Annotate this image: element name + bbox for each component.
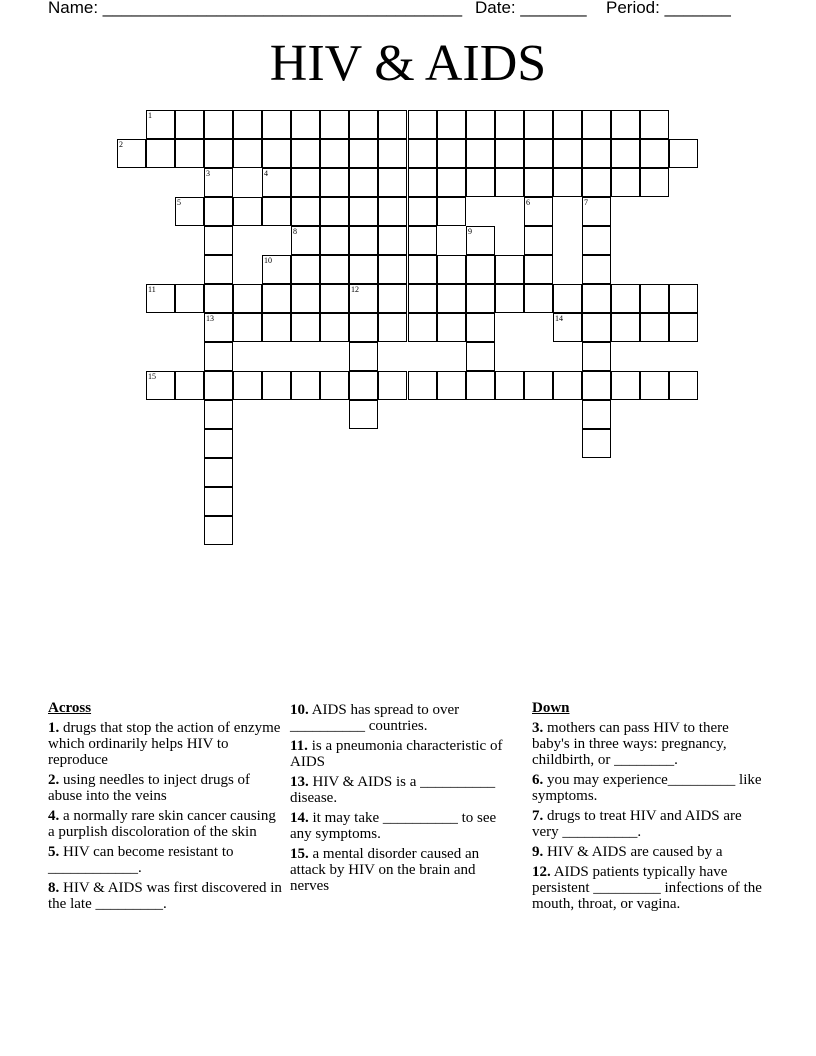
grid-cell[interactable] (175, 139, 204, 168)
grid-cell[interactable] (524, 284, 553, 313)
cell-number: 11 (148, 285, 156, 294)
grid-cell[interactable] (291, 313, 320, 342)
grid-cell[interactable] (204, 516, 233, 545)
grid-cell[interactable] (291, 226, 320, 255)
grid-cell[interactable] (320, 255, 349, 284)
clue-text: drugs to treat HIV and AIDS are very __________. (532, 808, 742, 840)
grid-cell[interactable] (408, 226, 437, 255)
grid-cell[interactable] (640, 139, 669, 168)
grid-cell[interactable] (262, 110, 291, 139)
grid-cell[interactable] (611, 284, 640, 313)
grid-cell[interactable] (146, 284, 175, 313)
grid-cell[interactable] (320, 226, 349, 255)
cell-number: 3 (206, 169, 210, 178)
across-clues-col-2 (290, 702, 512, 898)
grid-cell[interactable] (466, 168, 495, 197)
clue-number: 13. (290, 774, 309, 790)
grid-cell[interactable] (378, 255, 407, 284)
grid-cell[interactable] (466, 342, 495, 371)
cell-number: 4 (264, 169, 268, 178)
grid-cell[interactable] (669, 284, 698, 313)
grid-cell[interactable] (320, 139, 349, 168)
grid-cell[interactable] (378, 284, 407, 313)
clue-down-6 (532, 772, 768, 804)
grid-cell[interactable] (146, 139, 175, 168)
grid-cell[interactable] (611, 168, 640, 197)
grid-cell[interactable] (378, 313, 407, 342)
clue-across-10 (290, 702, 512, 734)
clue-text: a mental disorder caused an attack by HIV on the brain and nerves (290, 846, 480, 894)
grid-cell[interactable] (437, 371, 466, 400)
clue-text: HIV can become resistant to ____________. (48, 844, 234, 876)
grid-cell[interactable] (262, 284, 291, 313)
grid-cell[interactable] (233, 371, 262, 400)
grid-cell[interactable] (640, 371, 669, 400)
grid-cell[interactable] (291, 371, 320, 400)
grid-cell[interactable] (495, 110, 524, 139)
clue-across-4 (48, 808, 284, 840)
grid-cell[interactable] (233, 197, 262, 226)
grid-cell[interactable] (524, 371, 553, 400)
grid-cell[interactable] (262, 168, 291, 197)
grid-cell[interactable] (378, 371, 407, 400)
grid-cell[interactable] (349, 197, 378, 226)
grid-cell[interactable] (291, 168, 320, 197)
grid-cell[interactable] (582, 168, 611, 197)
grid-cell[interactable] (524, 168, 553, 197)
grid-cell[interactable] (669, 139, 698, 168)
grid-cell[interactable] (204, 255, 233, 284)
clue-text: it may take __________ to see any symptoms. (290, 810, 497, 842)
grid-cell[interactable] (291, 255, 320, 284)
clue-number: 14. (290, 810, 309, 826)
grid-cell[interactable] (262, 313, 291, 342)
clue-across-1 (48, 720, 284, 768)
clue-number: 10. (290, 702, 309, 718)
clue-text: mothers can pass HIV to there baby's in three ways: pregnancy, childbirth, or ________. (532, 720, 729, 768)
grid-cell[interactable] (640, 110, 669, 139)
cell-number: 13 (206, 314, 214, 323)
puzzle-title: HIV & AIDS (269, 35, 547, 92)
clue-number: 9. (532, 844, 544, 860)
grid-cell[interactable] (204, 371, 233, 400)
grid-cell[interactable] (204, 110, 233, 139)
grid-cell[interactable] (349, 110, 378, 139)
grid-cell[interactable] (175, 371, 204, 400)
grid-cell[interactable] (349, 168, 378, 197)
grid-cell[interactable] (553, 313, 582, 342)
grid-cell[interactable] (204, 342, 233, 371)
name-field-label[interactable]: Name: ______________________________________ (48, 0, 463, 17)
grid-cell[interactable] (262, 139, 291, 168)
grid-cell[interactable] (553, 168, 582, 197)
clue-text: using needles to inject drugs of abuse into the veins (48, 772, 251, 804)
grid-cell[interactable] (640, 168, 669, 197)
grid-cell[interactable] (582, 110, 611, 139)
grid-cell[interactable] (146, 110, 175, 139)
clue-across-11 (290, 738, 512, 770)
grid-cell[interactable] (582, 284, 611, 313)
grid-cell[interactable] (408, 110, 437, 139)
grid-cell[interactable] (553, 371, 582, 400)
clue-text: is a pneumonia characteristic of AIDS (290, 738, 503, 770)
grid-cell[interactable] (437, 110, 466, 139)
clue-number: 3. (532, 720, 544, 736)
grid-cell[interactable] (495, 139, 524, 168)
grid-cell[interactable] (204, 400, 233, 429)
grid-cell[interactable] (204, 139, 233, 168)
grid-cell[interactable] (466, 139, 495, 168)
grid-cell[interactable] (466, 110, 495, 139)
grid-cell[interactable] (611, 110, 640, 139)
grid-cell[interactable] (466, 313, 495, 342)
grid-cell[interactable] (582, 226, 611, 255)
grid-cell[interactable] (204, 168, 233, 197)
clue-text: a normally rare skin cancer causing a purplish discoloration of the skin (48, 808, 276, 840)
clue-number: 11. (290, 738, 308, 754)
grid-cell[interactable] (524, 255, 553, 284)
cell-number: 1 (148, 111, 152, 120)
grid-cell[interactable] (669, 371, 698, 400)
grid-cell[interactable] (204, 226, 233, 255)
cell-number: 7 (584, 198, 588, 207)
clue-down-9 (532, 844, 768, 860)
grid-cell[interactable] (611, 139, 640, 168)
grid-cell[interactable] (233, 284, 262, 313)
grid-cell[interactable] (495, 371, 524, 400)
grid-cell[interactable] (320, 110, 349, 139)
grid-cell[interactable] (437, 255, 466, 284)
clue-number: 8. (48, 880, 60, 896)
clue-down-12 (532, 864, 768, 912)
grid-cell[interactable] (320, 197, 349, 226)
clue-across-5 (48, 844, 284, 876)
grid-cell[interactable] (524, 197, 553, 226)
grid-cell[interactable] (262, 197, 291, 226)
grid-cell[interactable] (349, 400, 378, 429)
clue-text: drugs that stop the action of enzyme which ordinarily helps HIV to reproduce (48, 720, 281, 768)
grid-cell[interactable] (611, 313, 640, 342)
grid-cell[interactable] (204, 284, 233, 313)
down-clues-col (532, 700, 768, 916)
grid-cell[interactable] (117, 139, 146, 168)
clue-number: 6. (532, 772, 544, 788)
grid-cell[interactable] (146, 371, 175, 400)
grid-cell[interactable] (378, 110, 407, 139)
grid-cell[interactable] (495, 284, 524, 313)
clue-text: AIDS has spread to over __________ countries. (290, 702, 460, 734)
grid-cell[interactable] (349, 284, 378, 313)
clue-text: AIDS patients typically have persistent _________ infections of the mouth, throat, or vagina. (532, 864, 762, 912)
grid-cell[interactable] (378, 226, 407, 255)
clue-number: 1. (48, 720, 60, 736)
grid-cell[interactable] (408, 371, 437, 400)
cell-number: 15 (148, 372, 156, 381)
cell-number: 6 (526, 198, 530, 207)
grid-cell[interactable] (466, 255, 495, 284)
down-heading: Down (532, 700, 570, 716)
grid-cell[interactable] (204, 487, 233, 516)
clue-text: HIV & AIDS is a __________ disease. (290, 774, 496, 806)
clue-across-14 (290, 810, 512, 842)
across-heading: Across (48, 700, 92, 716)
grid-cell[interactable] (349, 226, 378, 255)
grid-cell[interactable] (437, 313, 466, 342)
cell-number: 14 (555, 314, 563, 323)
cell-number: 8 (293, 227, 297, 236)
grid-cell[interactable] (524, 110, 553, 139)
grid-cell[interactable] (291, 284, 320, 313)
grid-cell[interactable] (437, 284, 466, 313)
grid-cell[interactable] (669, 313, 698, 342)
cell-number: 10 (264, 256, 272, 265)
grid-cell[interactable] (408, 313, 437, 342)
grid-cell[interactable] (408, 284, 437, 313)
grid-cell[interactable] (349, 371, 378, 400)
clue-across-15 (290, 846, 512, 894)
grid-cell[interactable] (262, 371, 291, 400)
clue-number: 15. (290, 846, 309, 862)
clue-text: HIV & AIDS was first discovered in the late _________. (48, 880, 282, 912)
grid-cell[interactable] (553, 284, 582, 313)
cell-number: 9 (468, 227, 472, 236)
grid-cell[interactable] (320, 168, 349, 197)
clue-across-2 (48, 772, 284, 804)
grid-cell[interactable] (320, 371, 349, 400)
date-field-label[interactable]: Date: _______ (475, 0, 587, 17)
cell-number: 2 (119, 140, 123, 149)
grid-cell[interactable] (291, 139, 320, 168)
grid-cell[interactable] (582, 400, 611, 429)
grid-cell[interactable] (466, 284, 495, 313)
clue-number: 12. (532, 864, 551, 880)
grid-cell[interactable] (320, 313, 349, 342)
across-clues-col-1 (48, 700, 284, 916)
grid-cell[interactable] (291, 110, 320, 139)
grid-cell[interactable] (349, 342, 378, 371)
clue-number: 4. (48, 808, 60, 824)
clue-across-8 (48, 880, 284, 912)
grid-cell[interactable] (175, 110, 204, 139)
grid-cell[interactable] (437, 139, 466, 168)
grid-cell[interactable] (408, 139, 437, 168)
grid-cell[interactable] (524, 139, 553, 168)
grid-cell[interactable] (582, 313, 611, 342)
grid-cell[interactable] (204, 458, 233, 487)
cell-number: 5 (177, 198, 181, 207)
grid-cell[interactable] (233, 139, 262, 168)
period-field-label[interactable]: Period: _______ (606, 0, 731, 17)
grid-cell[interactable] (408, 197, 437, 226)
grid-cell[interactable] (378, 197, 407, 226)
grid-cell[interactable] (408, 255, 437, 284)
grid-cell[interactable] (611, 371, 640, 400)
grid-cell[interactable] (378, 139, 407, 168)
clue-text: you may experience_________ like symptoms. (532, 772, 762, 804)
grid-cell[interactable] (553, 110, 582, 139)
grid-cell[interactable] (204, 197, 233, 226)
grid-cell[interactable] (582, 139, 611, 168)
clue-number: 5. (48, 844, 60, 860)
grid-cell[interactable] (262, 255, 291, 284)
grid-cell[interactable] (437, 168, 466, 197)
grid-cell[interactable] (466, 226, 495, 255)
clue-number: 7. (532, 808, 544, 824)
grid-cell[interactable] (175, 284, 204, 313)
grid-cell[interactable] (408, 168, 437, 197)
grid-cell[interactable] (582, 255, 611, 284)
grid-cell[interactable] (349, 139, 378, 168)
grid-cell[interactable] (495, 168, 524, 197)
clue-number: 2. (48, 772, 60, 788)
clue-down-3 (532, 720, 768, 768)
grid-cell[interactable] (204, 313, 233, 342)
grid-cell[interactable] (175, 197, 204, 226)
grid-cell[interactable] (553, 139, 582, 168)
grid-cell[interactable] (582, 342, 611, 371)
grid-cell[interactable] (204, 429, 233, 458)
grid-cell[interactable] (495, 255, 524, 284)
grid-cell[interactable] (640, 284, 669, 313)
clue-down-7 (532, 808, 768, 840)
clue-text: HIV & AIDS are caused by a (547, 844, 723, 860)
grid-cell[interactable] (524, 226, 553, 255)
grid-cell[interactable] (640, 313, 669, 342)
grid-cell[interactable] (437, 197, 466, 226)
grid-cell[interactable] (320, 284, 349, 313)
grid-cell[interactable] (233, 313, 262, 342)
grid-cell[interactable] (582, 429, 611, 458)
grid-cell[interactable] (582, 371, 611, 400)
grid-cell[interactable] (466, 371, 495, 400)
grid-cell[interactable] (378, 168, 407, 197)
clue-across-13 (290, 774, 512, 806)
cell-number: 12 (351, 285, 359, 294)
grid-cell[interactable] (291, 197, 320, 226)
grid-cell[interactable] (349, 255, 378, 284)
grid-cell[interactable] (349, 313, 378, 342)
grid-cell[interactable] (233, 110, 262, 139)
grid-cell[interactable] (582, 197, 611, 226)
